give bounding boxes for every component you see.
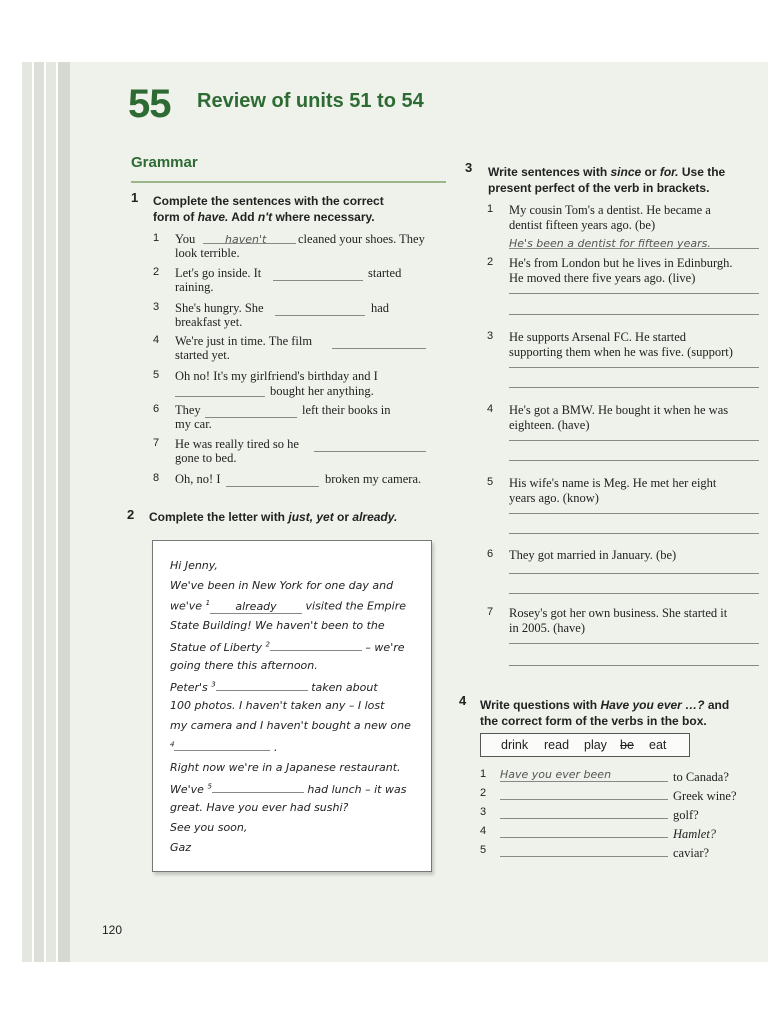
item-number: 2 <box>487 256 494 268</box>
sentence-text: Let's go inside. It <box>175 266 262 280</box>
answer-line[interactable] <box>509 459 759 461</box>
handwritten-answer: He's been a dentist for fifteen years. <box>509 237 711 250</box>
sentence-text: dentist fifteen years ago. (be) <box>509 218 656 232</box>
verb-word: eat <box>649 738 667 752</box>
exercise-4-number: 4 <box>459 693 467 708</box>
sentence-text: in 2005. (have) <box>509 621 586 635</box>
letter-line: we've $^1$ already visited the Empire <box>170 599 406 613</box>
page-edge <box>58 62 70 962</box>
answer-blank[interactable] <box>500 765 668 782</box>
sentence-text: Hamlet? <box>673 827 717 841</box>
sentence-text: My cousin Tom's a dentist. He became a <box>509 203 711 217</box>
sentence-text: He moved there five years ago. (live) <box>509 271 696 285</box>
sentence-text: broken my camera. <box>325 472 422 486</box>
item-number: 8 <box>153 472 160 484</box>
handwritten-answer: haven't <box>225 233 267 246</box>
answer-line[interactable] <box>509 572 759 574</box>
exercise-1-instruction: Complete the sentences with the correct form of have. Add n't where necessary. <box>153 194 384 224</box>
item-number: 7 <box>487 606 494 618</box>
sentence-text: gone to bed. <box>175 451 237 465</box>
letter-answer-blank[interactable] <box>212 781 304 793</box>
exercise-3-instruction: Write sentences with since or for. Use the present perfect of the verb in brackets. <box>488 165 726 195</box>
sentence-text: He was really tired so he <box>175 437 299 451</box>
sentence-text: Rosey's got her own business. She started it <box>509 606 728 620</box>
answer-blank[interactable] <box>500 817 668 819</box>
item-number: 6 <box>153 403 160 415</box>
letter-line: Peter's $^3$ taken about <box>170 680 378 694</box>
answer-line[interactable] <box>509 642 759 644</box>
item-number: 2 <box>480 787 487 799</box>
verb-word: read <box>544 738 570 752</box>
sentence-text: my car. <box>175 417 212 431</box>
sentence-text: Oh no! It's my girlfriend's birthday and I <box>175 369 378 383</box>
sentence-text: He supports Arsenal FC. He started <box>509 330 687 344</box>
exercise-2-number: 2 <box>127 507 135 522</box>
sentence-text: He's got a BMW. He bought it when he was <box>509 403 729 417</box>
answer-blank[interactable] <box>314 439 426 452</box>
verb-word: play <box>584 738 607 752</box>
letter-line: Statue of Liberty $^2$ – we're <box>170 640 405 654</box>
sentence-text: started <box>368 266 402 280</box>
answer-blank[interactable] <box>275 303 365 316</box>
answer-line[interactable] <box>509 532 759 534</box>
unit-number: 55 <box>128 82 171 126</box>
item-number: 1 <box>487 203 494 215</box>
answer-blank[interactable] <box>205 405 297 418</box>
answer-line[interactable] <box>509 664 759 666</box>
letter-line: See you soon, <box>170 821 248 834</box>
sentence-text: They <box>175 403 201 417</box>
sentence-text: eighteen. (have) <box>509 418 590 432</box>
answer-blank[interactable] <box>226 474 319 487</box>
section-divider <box>131 181 446 183</box>
answer-line[interactable] <box>509 313 759 315</box>
item-number: 3 <box>487 330 494 342</box>
item-number: 1 <box>480 768 487 780</box>
handwritten-answer: already <box>235 599 277 613</box>
sentence-text: left their books in <box>302 403 391 417</box>
unit-title: Review of units 51 to 54 <box>197 90 424 112</box>
sentence-text: We're just in time. The film <box>175 334 313 348</box>
sentence-text: caviar? <box>673 846 710 860</box>
answer-blank[interactable] <box>175 371 265 397</box>
sentence-text: golf? <box>673 808 699 822</box>
sentence-text: His wife's name is Meg. He met her eight <box>509 476 717 490</box>
sentence-text: You <box>175 232 196 246</box>
item-number: 4 <box>480 825 487 837</box>
sentence-text: breakfast yet. <box>175 315 243 329</box>
letter-line: Gaz <box>170 841 192 854</box>
verb-word: drink <box>501 738 529 752</box>
item-number: 1 <box>153 232 160 244</box>
exercise-3-number: 3 <box>465 160 473 175</box>
exercise-1-number: 1 <box>131 190 139 205</box>
item-number: 5 <box>480 844 487 856</box>
letter-line: Right now we're in a Japanese restaurant. <box>170 761 401 774</box>
letter-line: We've been in New York for one day and <box>170 579 394 592</box>
letter-answer-blank[interactable] <box>210 600 302 614</box>
item-number: 2 <box>153 266 160 278</box>
answer-line[interactable] <box>509 234 759 249</box>
answer-line[interactable] <box>509 366 759 368</box>
letter-line: Hi Jenny, <box>170 559 218 572</box>
sentence-text: raining. <box>175 280 214 294</box>
letter-line: great. Have you ever had sushi? <box>170 801 349 814</box>
item-number: 5 <box>153 369 160 381</box>
item-number: 3 <box>153 301 160 313</box>
answer-line[interactable] <box>509 592 759 594</box>
item-number: 6 <box>487 548 494 560</box>
page-edge <box>46 62 56 962</box>
exercise-4-instruction: Write questions with Have you ever …? and the correct form of the verbs in the box. <box>480 698 730 728</box>
answer-blank[interactable] <box>332 336 426 349</box>
answer-line[interactable] <box>509 386 759 388</box>
sentence-text: Greek wine? <box>673 789 737 803</box>
sentence-text: cleaned your shoes. They <box>298 232 425 246</box>
sentence-text: supporting them when he was five. (support) <box>509 345 733 359</box>
answer-line[interactable] <box>509 512 759 514</box>
sentence-text: years ago. (know) <box>509 491 599 505</box>
section-title: Grammar <box>131 154 198 171</box>
page-edge <box>22 62 32 962</box>
letter-answer-blank[interactable] <box>270 639 362 651</box>
handwritten-answer: Have you ever been <box>500 768 612 781</box>
letter-line: $^4$ . <box>170 740 278 754</box>
item-number: 4 <box>487 403 494 415</box>
letter-line: my camera and I haven't bought a new one <box>170 719 411 732</box>
sentence-text: They got married in January. (be) <box>509 548 677 562</box>
letter-line: going there this afternoon. <box>170 659 318 672</box>
answer-blank[interactable] <box>203 230 296 244</box>
sentence-text: had <box>371 301 390 315</box>
item-number: 5 <box>487 476 494 488</box>
page-edge <box>34 62 44 962</box>
letter-line: 100 photos. I haven't taken any – I lost <box>170 699 385 712</box>
item-number: 3 <box>480 806 487 818</box>
sentence-text: started yet. <box>175 348 230 362</box>
letter-line: We've $^5$ had lunch – it was <box>170 782 407 796</box>
answer-blank[interactable] <box>273 268 363 281</box>
item-number: 7 <box>153 437 160 449</box>
exercise-2-instruction: Complete the letter with just, yet or already. <box>149 510 398 524</box>
sentence-text: bought her anything. <box>270 384 374 398</box>
verb-word-crossed: be <box>620 738 634 752</box>
letter-answer-blank[interactable] <box>174 739 270 751</box>
answer-blank[interactable] <box>500 798 668 800</box>
page-number: 120 <box>102 923 123 937</box>
answer-line[interactable] <box>509 292 759 294</box>
sentence-text: She's hungry. She <box>175 301 264 315</box>
sentence-text: to Canada? <box>673 770 729 784</box>
sentence-text: look terrible. <box>175 246 240 260</box>
sentence-text: He's from London but he lives in Edinburgh. <box>509 256 733 270</box>
item-number: 4 <box>153 334 160 346</box>
answer-blank[interactable] <box>500 836 668 838</box>
sentence-text: Oh, no! I <box>175 472 221 486</box>
answer-blank[interactable] <box>500 855 668 857</box>
letter-answer-blank[interactable] <box>216 679 308 691</box>
answer-line[interactable] <box>509 439 759 441</box>
letter-line: State Building! We haven't been to the <box>170 619 385 632</box>
